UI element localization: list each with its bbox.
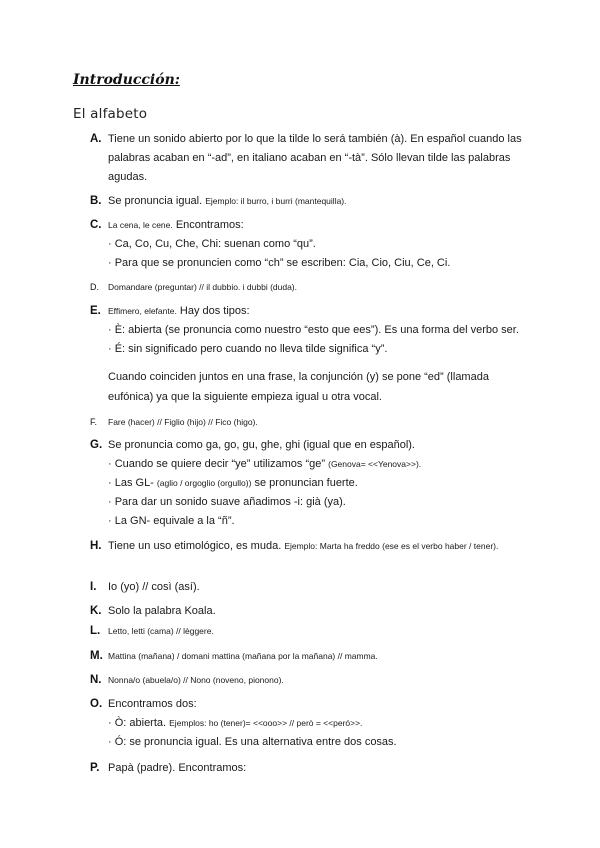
letter-a: A. (90, 133, 102, 145)
list-item-h (90, 537, 530, 556)
item-c-sub-2: · Para que se pronuncien como “ch” se escriben: Cia, Cio, Ciu, Ce, Ci. (108, 257, 451, 269)
item-p-text: Papà (padre). Encontramos: (108, 762, 247, 774)
item-a-text: Tiene un sonido abierto por lo que la tilde lo será también (à). En español cuando las palabras acaban en “-ad”, en italiano acaban en “-tà”. Sólo llevan tilde las palabras agudas. (108, 133, 522, 183)
letter-p: P. (90, 762, 100, 774)
item-e-text: Hay dos tipos: (179, 305, 250, 317)
item-h-text: Tiene un uso etimológico, es muda. (108, 540, 282, 552)
item-e-sub-1: · È: abierta (se pronuncia como nuestro “esto que ees”). Es una forma del verbo ser. (108, 324, 519, 336)
letter-l: L. (90, 625, 101, 637)
letter-i: I. (90, 581, 97, 593)
page-title: Introducción: (73, 72, 180, 88)
list-item-d (90, 278, 530, 297)
item-g-sub-3: · Para dar un sonido suave añadimos -i: già (ya). (108, 496, 346, 508)
letter-f: F. (90, 417, 98, 427)
item-o-sub-2: · Ó: se pronuncia igual. Es una alternativa entre dos cosas. (108, 736, 397, 748)
item-g-sub-2-tail: se pronuncian fuerte. (254, 477, 358, 489)
letter-g: G. (90, 439, 103, 451)
item-c-sub-1: · Ca, Co, Cu, Che, Chi: suenan como “qu”. (108, 238, 316, 250)
letter-e: E. (90, 305, 101, 317)
item-l-text: Letto, letti (cama) // lèggere. (108, 626, 214, 636)
list-item-m (90, 647, 530, 666)
item-d-text: Domandare (preguntar) // il dubbio. i dubbi (duda). (108, 282, 297, 292)
item-n-text: Nonna/o (abuela/o) // Nono (noveno, pionono). (108, 675, 284, 685)
letter-h: H. (90, 540, 102, 552)
list-item-g (90, 436, 530, 531)
item-c-text: Encontramos: (175, 219, 244, 231)
list-item-f (90, 413, 530, 432)
item-g-sub-2: · Las GL- (108, 477, 154, 489)
list-item-a (90, 130, 530, 187)
list-item-k (90, 602, 530, 621)
item-i-text: Io (yo) // così (así). (108, 581, 200, 593)
item-g-sub-2-example: (aglio / orgoglio (orgullo)) (156, 478, 252, 488)
list-item-e (90, 302, 530, 407)
item-o-text: Encontramos dos: (108, 698, 197, 710)
item-b-text: Se pronuncia igual. (108, 195, 203, 207)
letter-d: D. (90, 282, 99, 292)
letter-b: B. (90, 195, 102, 207)
item-k-text: Solo la palabra Koala. (108, 605, 216, 617)
item-h-example: Ejemplo: Marta ha freddo (ese es el verbo haber / tener). (284, 541, 499, 551)
item-g-sub-1: · Cuando se quiere decir “ye” utilizamos “ge” (108, 458, 326, 470)
item-o-sub-1-example: Ejemplos: ho (tener)= <<ooo>> // però = <<peró>>. (169, 718, 363, 728)
item-m-text: Mattina (mañana) / domani mattina (mañana por la mañana) // mamma. (108, 651, 378, 661)
item-g-sub-4: · La GN- equivale a la “ñ”. (108, 515, 235, 527)
item-e-sub-2: · É: sin significado pero cuando no lleva tilde significa “y”. (108, 343, 388, 355)
list-item-o (90, 695, 530, 752)
item-c-example: La cena, le cene. (108, 220, 173, 230)
list-item-c (90, 216, 530, 273)
section-subtitle: El alfabeto (73, 106, 148, 122)
item-e-example: Effimero, elefante. (108, 306, 177, 316)
letter-n: N. (90, 674, 102, 686)
item-g-text: Se pronuncia como ga, go, gu, ghe, ghi (igual que en español). (108, 439, 415, 451)
list-item-l (90, 622, 530, 641)
item-f-text: Fare (hacer) // Figlio (hijo) // Fico (higo). (108, 417, 258, 427)
letter-o: O. (90, 698, 103, 710)
item-g-sub-1-example: (Genova= <<Yenova>>). (328, 459, 422, 469)
item-e-paragraph: Cuando coinciden juntos en una frase, la conjunción (y) se pone “ed” (llamada eufónica) ya que la siguiente empieza igual u otra vocal. (108, 371, 489, 403)
list-item-p (90, 759, 530, 778)
letter-c: C. (90, 219, 102, 231)
letter-k: K. (90, 605, 102, 617)
letter-m: M. (90, 650, 103, 662)
list-item-n (90, 671, 530, 690)
item-o-sub-1: · Ò: abierta. (108, 717, 167, 729)
list-item-b (90, 192, 530, 211)
list-item-i (90, 578, 530, 597)
item-b-example: Ejemplo: il burro, i burri (mantequilla). (205, 196, 347, 206)
